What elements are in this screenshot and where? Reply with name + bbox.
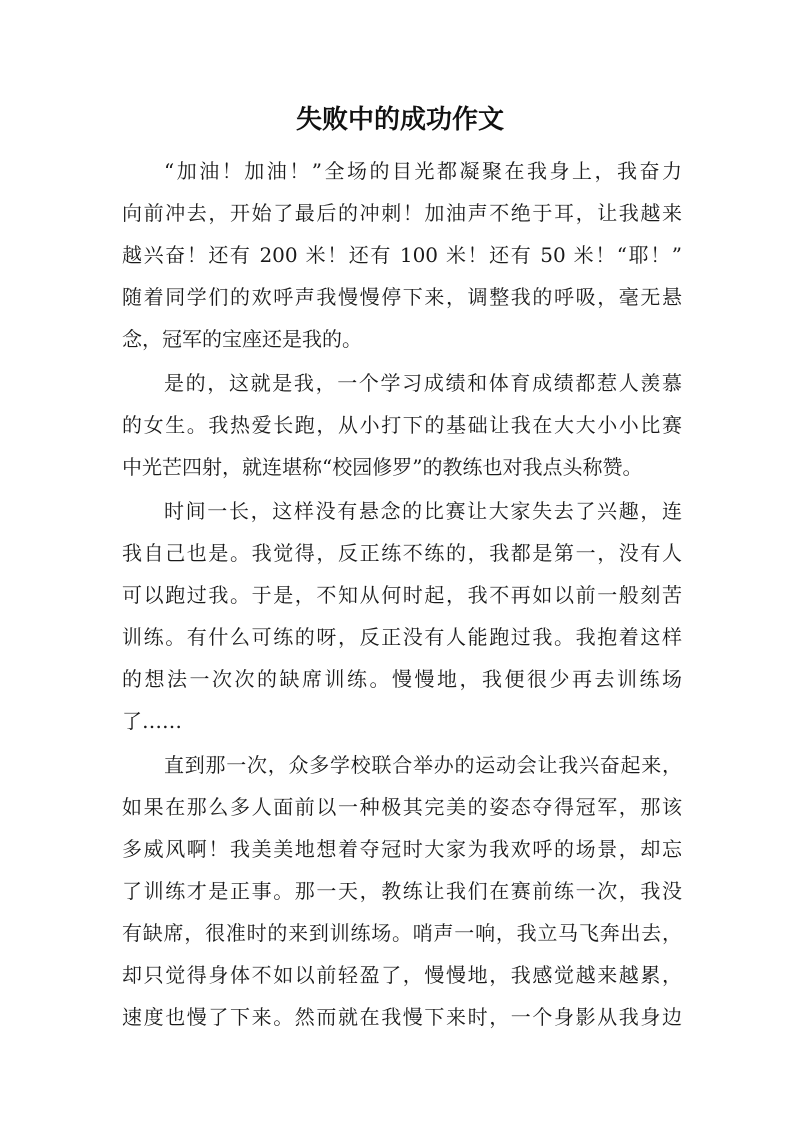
document-body <box>122 150 682 1040</box>
paragraph-line: 速度也慢了下来。然而就在我慢下来时，一个身影从我身边 <box>122 1005 682 1029</box>
paragraph-2 <box>122 362 682 488</box>
paragraph-line: 了训练才是正事。那一天，教练让我们在赛前练一次，我没 <box>122 879 682 903</box>
paragraph-line: 越兴奋！还有 200 米！还有 100 米！还有 50 米！“耶！” <box>122 243 682 267</box>
paragraph-4 <box>122 744 682 1038</box>
paragraph-line: 是的，这就是我，一个学习成绩和体育成绩都惹人羡慕 <box>164 371 682 395</box>
paragraph-line: 向前冲去，开始了最后的冲刺！加油声不绝于耳，让我越来 <box>122 201 682 225</box>
paragraph-line: 中光芒四射，就连堪称“校园修罗”的教练也对我点头称赞。 <box>122 455 643 479</box>
paragraph-line: 直到那一次，众多学校联合举办的运动会让我兴奋起来， <box>164 753 682 777</box>
paragraph-line: 可以跑过我。于是，不知从何时起，我不再如以前一般刻苦 <box>122 583 682 607</box>
paragraph-line: 的女生。我热爱长跑，从小打下的基础让我在大大小小比赛 <box>122 413 682 437</box>
paragraph-line: 有缺席，很准时的来到训练场。哨声一响，我立马飞奔出去， <box>122 921 682 945</box>
paragraph-line: 多威风啊！我美美地想着夺冠时大家为我欢呼的场景，却忘 <box>122 837 682 861</box>
document-title: 失败中的成功作文 <box>295 105 504 135</box>
paragraph-1 <box>122 150 682 360</box>
paragraph-3 <box>122 490 682 742</box>
paragraph-line: 时间一长，这样没有悬念的比赛让大家失去了兴趣，连 <box>164 499 682 523</box>
paragraph-line: 随着同学们的欢呼声我慢慢停下来，调整我的呼吸，毫无悬 <box>122 285 682 309</box>
paragraph-line: 训练。有什么可练的呀，反正没有人能跑过我。我抱着这样 <box>122 625 682 649</box>
paragraph-line: 我自己也是。我觉得，反正练不练的，我都是第一，没有人 <box>122 541 682 565</box>
paragraph-line: 念，冠军的宝座还是我的。 <box>122 327 362 351</box>
paragraph-line: 如果在那么多人面前以一种极其完美的姿态夺得冠军，那该 <box>122 795 682 819</box>
paragraph-line: 了…… <box>122 709 182 733</box>
paragraph-line: “加油！加油！”全场的目光都凝聚在我身上，我奋力 <box>164 159 682 183</box>
paragraph-line: 的想法一次次的缺席训练。慢慢地，我便很少再去训练场 <box>122 667 682 691</box>
paragraph-line: 却只觉得身体不如以前轻盈了，慢慢地，我感觉越来越累， <box>122 963 682 987</box>
